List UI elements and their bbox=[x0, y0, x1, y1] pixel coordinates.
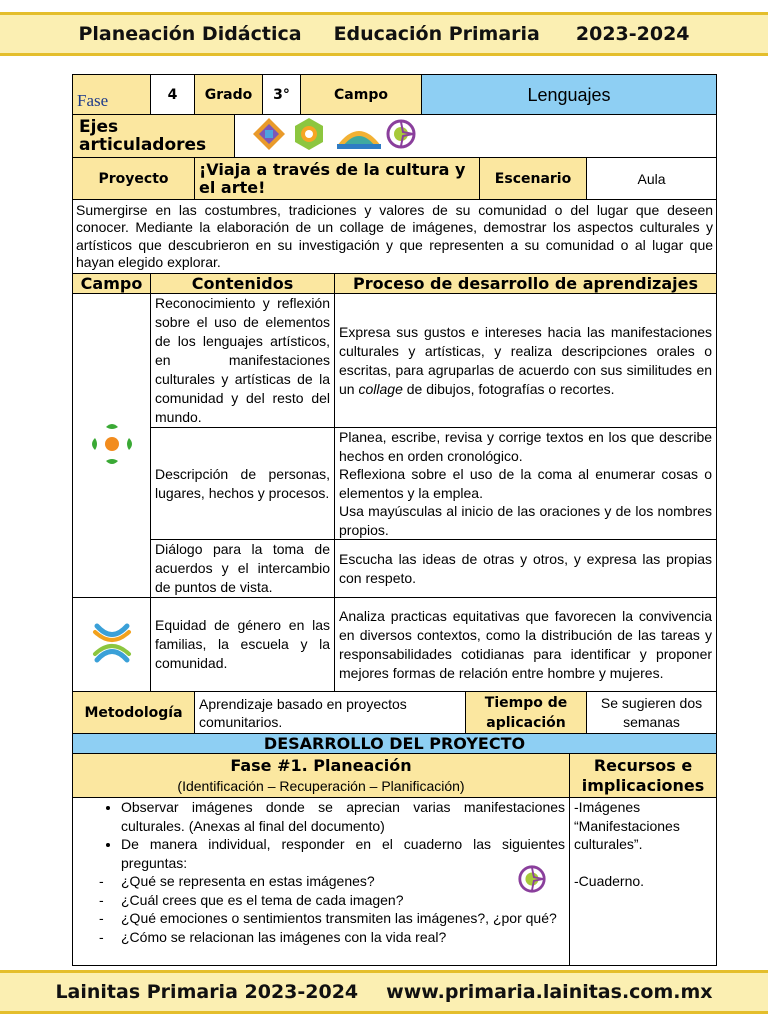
project-description: Sumergirse en las costumbres, tradiciones y valores de su comunidad o del lugar que deseen conocer. Mediante la elaboración de un collage de imágenes, demostrar los aspectos culturales y artísticos que descubrieron en su investigación y que representen a su comunidad o al lugar que hayan elegido explorar. bbox=[73, 200, 717, 274]
phase-title: Fase #1. Planeación bbox=[230, 755, 412, 775]
etica-naturaleza-icon bbox=[87, 618, 137, 672]
question-2: - ¿Cuál crees que es el tema de cada imagen? bbox=[121, 891, 565, 910]
inclusion-icon bbox=[251, 116, 287, 156]
fase-value: 4 bbox=[151, 75, 195, 115]
metodologia-value: Aprendizaje basado en proyectos comunitarios. bbox=[195, 692, 466, 734]
resources-content bbox=[570, 798, 717, 966]
artistic-icon bbox=[385, 118, 417, 154]
resources-title: Recursos e implicaciones bbox=[570, 754, 717, 798]
resource-3: -Cuaderno. bbox=[574, 872, 645, 889]
tiempo-value: Se sugieren dos semanas bbox=[587, 692, 717, 734]
proceso-4: Analiza practicas equitativas que favorecen la convivencia en diversos contextos, como la distribución de las tareas y responsabilidades cotidianas para identificar y proponer mejores formas de relación entre hombre y mujeres. bbox=[335, 598, 717, 692]
bullet-2: • De manera individual, responder en el cuaderno las siguientes preguntas: bbox=[121, 835, 565, 872]
question-4: - ¿Cómo se relacionan las imágenes con la vida real? bbox=[121, 928, 565, 947]
ejes-label: Ejes articuladores bbox=[73, 115, 235, 157]
contenido-2: Descripción de personas, lugares, hechos y procesos. bbox=[151, 428, 335, 540]
metodologia-label: Metodología bbox=[73, 692, 195, 734]
artistic-small-icon bbox=[517, 864, 547, 899]
question-3: - ¿Qué emociones o sentimientos transmiten las imágenes?, ¿por qué? bbox=[121, 909, 565, 928]
lenguajes-icon bbox=[87, 419, 137, 473]
resource-1: -Imágenes bbox=[574, 799, 641, 815]
phase-content bbox=[73, 798, 570, 966]
escenario-value: Aula bbox=[587, 158, 717, 200]
header-contenidos: Contenidos bbox=[151, 274, 335, 294]
fase-label: Fase bbox=[77, 90, 109, 110]
grado-value: 3° bbox=[263, 75, 301, 115]
footer-right[interactable]: www.primaria.lainitas.com.mx bbox=[386, 981, 713, 1003]
grado-label: Grado bbox=[195, 75, 263, 115]
fase-header bbox=[73, 754, 570, 798]
phase-subtitle: (Identificación – Recuperación – Planificación) bbox=[177, 777, 465, 794]
ejes-row bbox=[73, 115, 717, 158]
header-year: 2023-2024 bbox=[575, 23, 690, 45]
proceso-2: Planea, escribe, revisa y corrige textos en los que describe hechos en orden cronológico. Reflexiona sobre el uso de la coma al enumerar cosas o elementos y la emplea. Usa mayúsculas al inicio de las oraciones y de los nombres propios. bbox=[335, 428, 717, 540]
proyecto-value: ¡Viaja a través de la cultura y el arte! bbox=[195, 158, 480, 200]
resource-2: “Manifestaciones culturales”. bbox=[574, 817, 680, 852]
contenido-4: Equidad de género en las familias, la escuela y la comunidad. bbox=[151, 598, 335, 692]
desarrollo-title: DESARROLLO DEL PROYECTO bbox=[73, 734, 717, 754]
escenario-label: Escenario bbox=[480, 158, 587, 200]
planning-table bbox=[72, 74, 717, 966]
campo-icon-cell bbox=[73, 294, 151, 598]
tiempo-label: Tiempo de aplicación bbox=[466, 692, 587, 734]
intercultural-icon bbox=[335, 116, 383, 156]
header-campo: Campo bbox=[73, 274, 151, 294]
campo-label: Campo bbox=[301, 75, 422, 115]
proceso-1: Expresa sus gustos e intereses hacia las manifestaciones culturales y artísticas, y realiza descripciones orales o escritas, para agruparlas de acuerdo con sus similitudes en un collage de dibujos, fotografías o recortes. bbox=[335, 294, 717, 428]
contenido-3: Diálogo para la toma de acuerdos y el intercambio de puntos de vista. bbox=[151, 540, 335, 598]
footer-left: Lainitas Primaria 2023-2024 bbox=[55, 981, 359, 1003]
header-proceso: Proceso de desarrollo de aprendizajes bbox=[335, 274, 717, 294]
etica-icon-cell bbox=[73, 598, 151, 692]
bullet-1: • Observar imágenes donde se aprecian varias manifestaciones culturales. (Anexas al final del documento) bbox=[121, 798, 565, 835]
campo-value: Lenguajes bbox=[422, 75, 717, 115]
header-level: Educación Primaria bbox=[333, 23, 540, 45]
header-plan: Planeación Didáctica bbox=[78, 23, 302, 45]
contenido-1: Reconocimiento y reflexión sobre el uso de elementos de los lenguajes artísticos, en manifestaciones culturales y artísticas de la comunidad y del resto del mundo. bbox=[151, 294, 335, 428]
footer-banner bbox=[0, 970, 768, 1014]
proceso-3: Escucha las ideas de otras y otros, y expresa las propias con respeto. bbox=[335, 540, 717, 598]
critical-thinking-icon bbox=[291, 116, 327, 156]
fase-label-cell bbox=[73, 75, 151, 115]
question-1: - ¿Qué se representa en estas imágenes? bbox=[121, 872, 565, 891]
header-banner bbox=[0, 12, 768, 56]
proyecto-label: Proyecto bbox=[73, 158, 195, 200]
